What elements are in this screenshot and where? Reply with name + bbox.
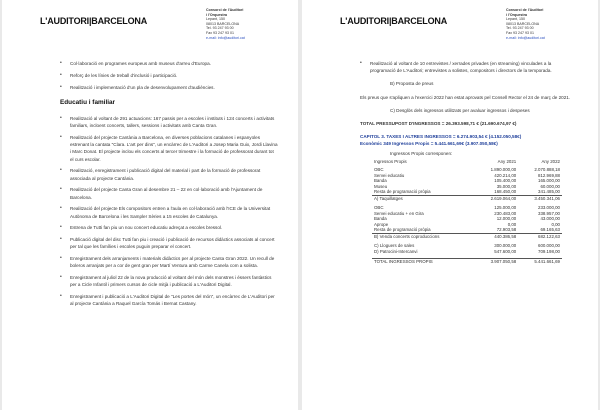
address-line: Fax 93 247 93 01 [506,30,534,35]
table-cell-label: A) Taquillatges [372,195,474,201]
address-line: Consorci de l'Auditori [506,8,544,12]
table-cell-value: 165.000,00 [538,178,560,184]
table-cell-value: 60.000,00 [540,183,560,189]
address-line: Fax 93 247 93 01 [206,30,234,35]
educational-bullet-list [60,115,278,308]
table-cell-value: 2.070.888,18 [534,167,560,173]
table-cell-value: 5.441.661,69 [518,258,562,264]
table-cell-value: 69.165,63 [540,227,560,233]
table-cell-label: D) Patrocini-Intercanvi [374,248,418,254]
subsection-heading: B) Proposta de preus [390,81,434,87]
table-cell-label: Banda [374,216,387,222]
table-cell-label: Servei educatiu + en Gira [374,210,424,216]
table-cell-value: 230.483,00 [494,210,517,216]
table-cell-label: Resta de programació pròpia [374,189,431,195]
table-cell-value: 420.214,00 [494,172,517,178]
table-cell-value: 35.000,00 [496,183,517,189]
income-table [372,159,562,265]
table-cell-value: 341.485,00 [538,189,560,195]
table-cell-value: 709.198,00 [538,248,560,254]
table-header-row [372,159,562,168]
table-cell-label: OBC [374,167,384,173]
table-cell-value: 105.400,00 [494,178,517,184]
address-line: Consorci de l'Auditori [206,8,244,12]
list-item: • Estrena de Tutti fan piu un nou concert educatiu adreçat a escoles bressol. [60,224,278,231]
table-cell-value: 682.122,63 [518,233,562,239]
table-cell-value: 0,00 [507,221,517,227]
list-item: • Enregistrament dels arranjaments i materials didàctics per al projecte Canta Gran 2022. Un recull de boleros arranjats per a cor de gent gran per Martí Ventura amb Carme Canela com a solista. [60,255,278,269]
right-content [360,60,578,264]
list-item: • Realització, enregistrament i publicació digital del material i part de la formació de professorat associada al projecte Cantània. [60,167,278,181]
email-link[interactable]: e-mail: info@auditori.cat [206,35,245,40]
paragraph: Els preus que s'apliquen a l'exercici 2022 han estat aprovats pel Consell Rector el 24 de març de 2021. [360,94,571,100]
list-item: • Realització i implementació d'un pla de desenvolupament d'audiències. [60,84,278,91]
chapter-heading: CAPITOL 3. TAXES I ALTRES INGRESSOS = 6.274.903,54 € (4.152.050,58€) [360,134,522,140]
logo: L'AUDITORI|BARCELONA [340,16,447,26]
table-header-cell: Any 2021 [497,158,517,164]
table-cell-label: TOTAL INGRESSOS PROPIS [372,258,474,264]
table-cell-value: 3.907.050,58 [474,258,518,264]
table-cell-value: 338.957,00 [538,210,560,216]
table-cell-value: 1.890.000,00 [490,167,517,173]
table-cell-label: Resta de programació pròpia [374,227,431,233]
table-cell-value: 3.450.341,06 [518,195,562,201]
table-cell-value: 43.000,00 [540,216,560,222]
list-item: • Realització del projecte Cantània a Barcelona, en diverses poblacions catalanes i espanyoles estrenant la cantata "Clara. L'art per dins", un encàrrec de L'Auditori a Josep Maria Guix, Jordi Llavina i Marc Donat. El projecte inclou els concerts al tercer trimestre i la formació de professorat durant tot el curs escolar. [60,134,278,163]
list-item: • Realització del projecte Canta Gran al desembre 21 – 22 en col·laboració amb l'Ajuntament de Barcelona. [60,186,278,200]
address-line: Tel. 93 247 93 00 [506,26,534,31]
left-content [60,60,278,312]
list-item: • Enregistrament i publicació a L'Auditori Digital de "Les portes del món", un encàrrec de L'Auditori per al projecte Cantània a Raquel García Tomás i Bernat Castany. [60,293,278,307]
table-row [372,258,562,264]
email-link[interactable]: e-mail: info@auditori.cat [506,35,545,40]
table-cell-label: Servei educatiu [374,172,405,178]
address-line: 08013 BARCELONA [506,21,540,26]
table-cell-label: Banda [374,178,387,184]
table-cell-value: 812.969,88 [538,172,560,178]
table-cell-value: 125.000,00 [494,205,517,211]
address-line: i l'Orquestra [206,12,228,17]
list-item: • Publicació digital del disc Tutti fan piu i creació i publicació de recursos didàctics associats al concert per tal que les famílies i escoles puguin preparar el concert. [60,236,278,250]
list-item: • Realització al voltant de 10 entrevistes / xerrades privades (en streaming) vinculades a la programació de L'Auditori; entrevistes a solistes, compositors i directors de la temporada. [360,60,578,74]
table-cell-label: B) Venda concerts coproduccions [372,233,474,239]
address-line: i l'Orquestra [506,12,528,17]
address-line: Tel. 93 247 93 00 [206,26,234,31]
table-cell-value: 300.000,00 [494,243,517,249]
table-cell-label: OBC [374,205,384,211]
list-item: • Realització al voltant de 291 actuacions: 167 passis per a escoles i instituts i 124 concerts i activitats familiars, incloent concerts, tallers, sessions i activitats amb Canta Gran. [60,115,278,129]
list-item: • Realització del projecte Els compositors entren a l'aula en col·laboració amb l'ICE de la Universitat Autònoma de Barcelona i les Sampler Sèries a 15 escoles de Catalunya. [60,205,278,219]
table-header-cell: Ingressos Propis [374,158,407,164]
table-header-cell: Any 2022 [541,158,560,164]
address-line: 08013 BARCELONA [206,21,240,26]
list-item: • Col·laboració en programes europeus amb museus d'arreu d'Europa. [60,60,278,67]
logo: L'AUDITORI|BARCELONA [40,16,147,26]
address-line: Lepant, 150 [206,17,225,22]
table-cell-label: C) Lloguers de sales [374,243,415,249]
section-title: Educatiu i familiar [60,98,116,106]
table-cell-value: 0,00 [551,221,560,227]
intro-bullet-list [60,60,278,91]
table-cell-value: 440.386,58 [474,233,518,239]
list-item: • Reforç de les línies de treball d'inclusió i participació. [60,72,278,79]
document-page-left [2,0,298,410]
table-cell-value: 2.619.064,00 [474,195,518,201]
income-label: Ingressos Propis corresponen: [390,150,453,156]
table-cell-label: Aprope [374,221,389,227]
top-bullet-list [360,60,578,74]
table-cell-value: 600.000,00 [538,243,560,249]
subsection-heading: C) Desglòs dels ingressos utilitzats per avaluar ingressos i despeses [390,107,530,113]
economic-heading: Econòmic 349 Ingressos Propis = 5.441.661,69€ (3.907.050,58€) [360,141,498,147]
table-cell-value: 233.000,00 [538,205,560,211]
table-cell-value: 168.450,00 [494,189,517,195]
list-item: • Enregistrament al juliol 22 de la nova producció al voltant del món dels monstres i éssers fantàstics per a Cicle Infantil i primers cursos de cicle mitjà i publicació a L'Auditori Digital. [60,274,278,288]
table-cell-label: Museu [374,183,388,189]
address-block [506,8,545,40]
table-cell-value: 12.000,00 [496,216,517,222]
table-cell-value: 547.600,00 [494,248,517,254]
total-budget: TOTAL PRESSUPOST D'INGRESSOS = 26.393.598,71 € (21.690.674,97 €) [360,121,517,127]
table-cell-value: 72.903,58 [496,227,517,233]
document-page-right [302,0,598,410]
address-block [206,8,245,40]
address-line: Lepant, 150 [506,17,525,22]
